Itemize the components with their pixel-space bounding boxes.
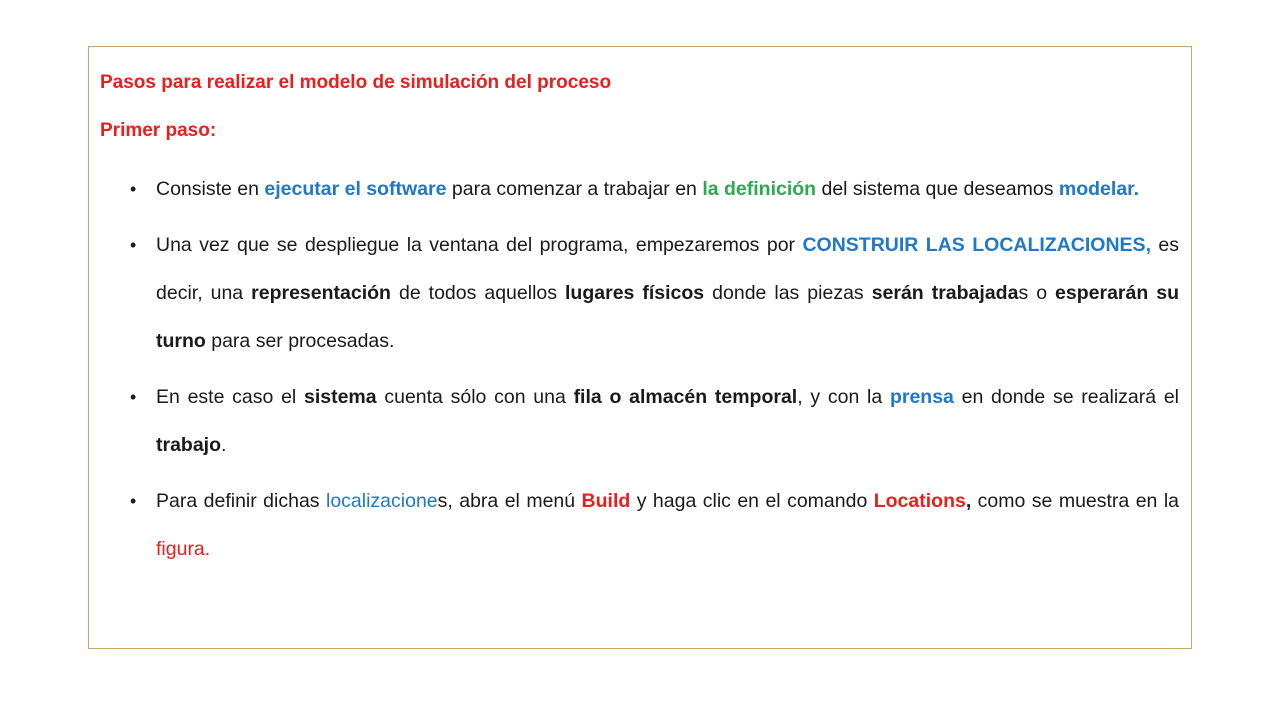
keyword-bold: representación	[251, 282, 391, 304]
bullet-dot-icon: •	[130, 491, 137, 511]
keyword-blue: prensa	[889, 386, 954, 408]
bullet-dot-icon: •	[130, 235, 137, 255]
text-run: Una vez que se despliegue la ventana del programa, empezaremos por	[156, 234, 803, 256]
keyword-blue: modelar.	[1058, 178, 1140, 200]
bullet-item	[100, 373, 1179, 469]
keyword-blue: CONSTRUIR LAS LOCALIZACIONES,	[802, 234, 1151, 256]
keyword-red: figura.	[156, 538, 211, 560]
bullet-list	[100, 165, 1179, 573]
text-run: .	[221, 434, 227, 456]
text-run: En este caso el	[156, 386, 304, 408]
bullet-dot-icon: •	[130, 387, 137, 407]
slide-subtitle: Primer paso:	[100, 120, 217, 141]
text-run: en donde se realizará el	[953, 386, 1179, 408]
text-run: del sistema que deseamos	[816, 178, 1059, 200]
slide-content-frame	[88, 46, 1192, 649]
text-run: Consiste en	[156, 178, 265, 200]
keyword-blue: localizacione	[325, 490, 438, 512]
text-run: de todos aquellos	[390, 282, 566, 304]
keyword-bold: ,	[965, 490, 972, 512]
keyword-bold: fila o almacén temporal	[573, 386, 798, 408]
keyword-bold: sistema	[303, 386, 377, 408]
text-run: , y con la	[797, 386, 890, 408]
keyword-red: Locations	[873, 490, 966, 512]
keyword-blue: ejecutar el software	[264, 178, 447, 200]
text-run: cuenta sólo con una	[376, 386, 574, 408]
bullet-dot-icon: •	[130, 179, 137, 199]
text-run: donde las piezas	[704, 282, 872, 304]
text-run: y haga clic en el comando	[630, 490, 874, 512]
text-run: para comenzar a trabajar en	[446, 178, 703, 200]
keyword-green: la definición	[702, 178, 817, 200]
keyword-bold: lugares físicos	[565, 282, 705, 304]
text-run: Para definir dichas	[156, 490, 326, 512]
bullet-item	[100, 165, 1179, 213]
keyword-bold: serán trabajada	[871, 282, 1019, 304]
keyword-bold: trabajo	[156, 434, 222, 456]
text-run: s, abra el menú	[437, 490, 582, 512]
text-run: para ser procesadas.	[205, 330, 395, 352]
text-run: es decir, una	[156, 234, 1180, 304]
keyword-red: Build	[581, 490, 631, 512]
bullet-item	[100, 221, 1179, 365]
text-run: como se muestra en la	[971, 490, 1180, 512]
text-run: s o	[1018, 282, 1056, 304]
bullet-item	[100, 477, 1179, 573]
slide-title: Pasos para realizar el modelo de simulación del proceso	[100, 72, 612, 93]
keyword-bold: esperarán su turno	[156, 282, 1180, 352]
